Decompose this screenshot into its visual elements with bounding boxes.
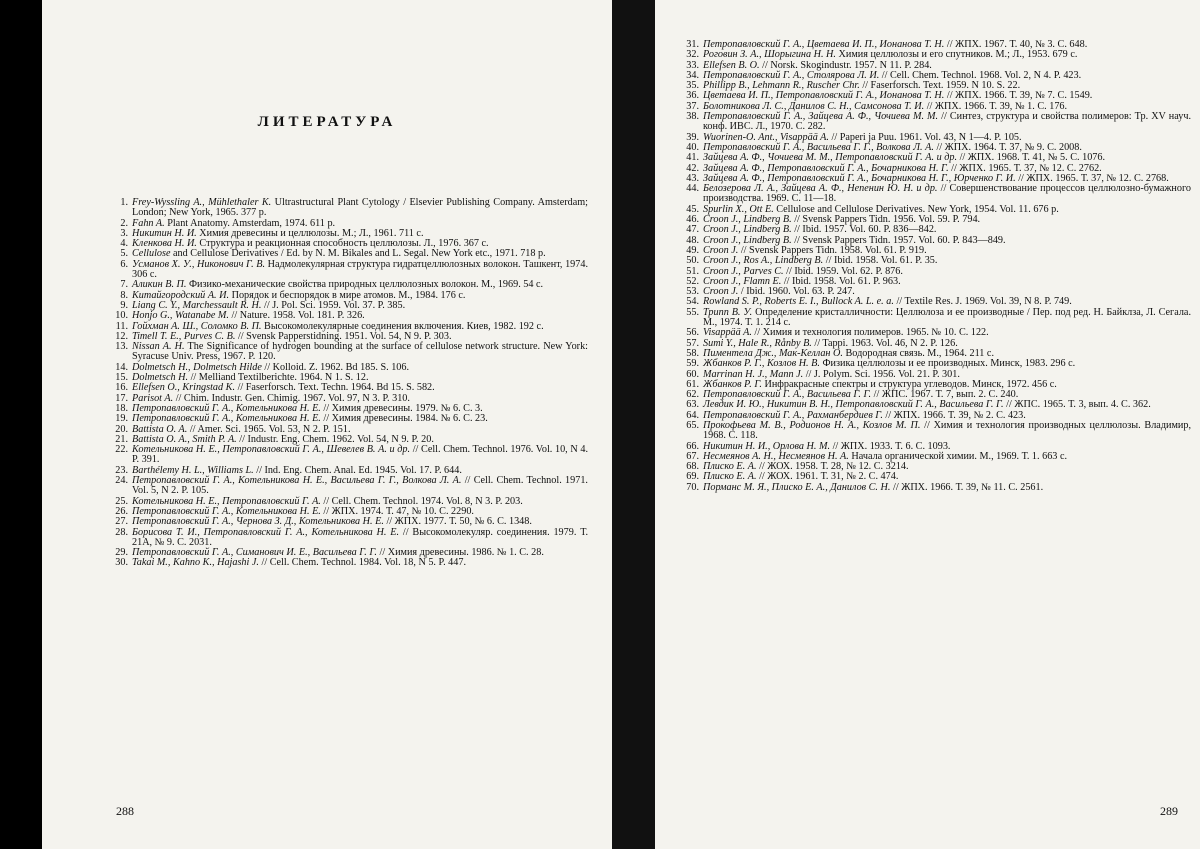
reference-number: 40. — [686, 141, 699, 153]
reference-number: 41. — [686, 152, 699, 164]
reference-authors: Китайгородский А. И. — [132, 289, 230, 301]
reference-text: // Cell. Chem. Technol. 1976. Vol. 10, N 4. P. 391. — [132, 444, 589, 466]
reference-authors: Takai M., Kahno K., Hajashi J. — [132, 557, 259, 569]
reference-number: 28. — [115, 526, 128, 538]
reference-text: Инфракрасные спектры и структура углеводов. Минск, 1972. 456 с. — [761, 378, 1057, 390]
reference-authors: Аликин В. П. — [132, 279, 187, 291]
reference-text: // Cell. Chem. Technol. 1968. Vol. 2, N 4. P. 423. — [879, 69, 1082, 81]
reference-number: 25. — [115, 495, 128, 507]
reference-authors: Белозерова Л. А., Зайцева А. Ф., Непенин Ю. Н. и др. — [703, 183, 938, 195]
reference-number: 22. — [115, 444, 128, 456]
reference-text: // Химия древесины. 1984. № 6. С. 23. — [320, 413, 488, 425]
reference-text: // Cell. Chem. Technol. 1971. Vol. 5, N 2. P. 105. — [132, 475, 588, 497]
reference-number: 36. — [686, 90, 699, 102]
reference-authors: Зайцева А. Ф., Петропавловский Г. А., Бочарникова Н. Г. — [703, 162, 949, 174]
reference-item — [110, 528, 588, 549]
reference-text: // ЖПХ. 1964. Т. 37, № 9. С. 2008. — [933, 141, 1082, 153]
reference-authors: Sumi Y., Hale R., Rånby B. — [703, 337, 812, 349]
reference-text: Физика целлюлозы и ее производных. Минск, 1983. 296 с. — [819, 358, 1076, 370]
reference-text: // Ibid. 1957. Vol. 60. P. 836—842. — [791, 224, 937, 236]
reference-authors: Роговин З. А., Шорыгина Н. Н. — [703, 49, 836, 61]
reference-authors: Croon J., Lindberg B. — [703, 234, 792, 246]
reference-authors: Петропавловский Г. А., Столярова Л. И. — [703, 69, 880, 81]
reference-text: Химия целлюлозы и его спутников. М.; Л., 1953. 679 с. — [835, 49, 1078, 61]
reference-text: // Svensk Pappers Tidn. 1958. Vol. 61. P. 919. — [738, 244, 927, 256]
reference-authors: Croon J., Ros A., Lindberg B. — [703, 255, 824, 267]
reference-number: 13. — [115, 341, 128, 353]
reference-text: // Paperi ja Puu. 1961. Vol. 43, N 1—4. P. 105. — [828, 131, 1022, 143]
reference-authors: Петропавловский Г. А., Васильева Г. Г. — [703, 389, 872, 401]
reference-text: Cellulose and Cellulose Derivatives. New York, 1954. Vol. 11. 676 p. — [773, 203, 1059, 215]
reference-item — [681, 421, 1191, 442]
reference-authors: Frey-Wyssling A., Mühlethaler K. — [132, 197, 272, 208]
reference-text: Высокомолекулярные соединения включения. Киев, 1982. 192 с. — [261, 320, 544, 332]
reference-number: 5. — [120, 248, 128, 260]
reference-number: 26. — [115, 505, 128, 517]
right-page — [655, 0, 1200, 849]
reference-text: // ЖПХ. 1966. Т. 39, № 11. С. 2561. — [890, 481, 1044, 493]
reference-authors: Croon J., Lindberg B. — [703, 214, 792, 226]
reference-text: // ЖОХ. 1958. Т. 28, № 12. С. 3214. — [756, 461, 909, 473]
reference-authors: Spurlin X., Ott E. — [703, 203, 774, 215]
reference-authors: Ellefsen B. O. — [703, 59, 760, 71]
reference-number: 6. — [120, 258, 128, 270]
page-number: 289 — [1160, 804, 1178, 818]
reference-number: 31. — [686, 39, 699, 50]
reference-number: 61. — [686, 378, 699, 390]
reference-authors: Пиментела Дж., Мак-Келлан О. — [703, 347, 843, 359]
reference-item — [681, 184, 1191, 205]
reference-authors: Петропавловский Г. А., Зайцева А. Ф., Чочиева М. М. — [703, 111, 939, 123]
reference-text: // Ibid. 1958. Vol. 61. P. 963. — [781, 275, 901, 287]
reference-number: 69. — [686, 471, 699, 483]
reference-authors: Barthélemy H. L., Williams L. — [132, 464, 254, 476]
reference-text: Химия древесины и целлюлозы. М.; Л., 1961. 711 с. — [196, 227, 424, 239]
reference-authors: Timell T. E., Purves C. B. — [132, 330, 236, 342]
reference-text: // Nature. 1958. Vol. 181. P. 326. — [228, 310, 365, 322]
reference-text: // ЖОХ. 1961. Т. 31, № 2. С. 474. — [756, 471, 899, 483]
book-spine — [612, 0, 655, 849]
reference-number: 37. — [686, 100, 699, 112]
reference-authors: Петропавловский Г. А., Котельникова Н. Е. — [132, 402, 321, 414]
reference-number: 48. — [686, 234, 699, 246]
reference-authors: Visappää A. — [703, 327, 752, 339]
reference-text: // Amer. Sci. 1965. Vol. 53, N 2. P. 151. — [187, 423, 351, 435]
reference-text: // Svensk Pappers Tidn. 1957. Vol. 60. P. 843—849. — [791, 234, 1006, 246]
reference-text: // Faserforsch. Text. Techn. 1964. Bd 15. S. 582. — [235, 382, 435, 394]
reference-number: 9. — [120, 299, 128, 311]
reference-number: 1. — [120, 197, 128, 208]
reference-number: 34. — [686, 69, 699, 81]
reference-number: 66. — [686, 440, 699, 452]
reference-text: // Ibid. 1959. Vol. 62. P. 876. — [783, 265, 903, 277]
reference-text: // ЖПХ. 1965. Т. 37, № 12. С. 2768. — [1015, 172, 1169, 184]
reference-text: // Синтез, структура и свойства полимеров: Тр. XV науч. конф. ИВС. Л., 1970. С. 282. — [703, 111, 1192, 133]
reference-authors: Honjo G., Watanabe M. — [132, 310, 229, 322]
reference-text: and Cellulose Derivatives / Ed. by N. M. Bikales and L. Segal. New York etc., 1971. 718 p. — [170, 248, 546, 260]
reference-text: // Cell. Chem. Technol. 1974. Vol. 8, N 3. P. 203. — [320, 495, 523, 507]
reference-number: 62. — [686, 389, 699, 401]
reference-text: The Significance of hydrogen bounding at the surface of cellulose network structure. New York: Syracuse Univ. Press, 1967. P. 120. — [132, 341, 588, 363]
reference-text: // Ind. Eng. Chem. Anal. Ed. 1945. Vol. 17. P. 644. — [253, 464, 462, 476]
reference-text: // Химия и технология полимеров. 1965. № 10. С. 122. — [751, 327, 989, 339]
reference-text: Начала органической химии. М., 1969. Т. 1. 663 с. — [848, 450, 1068, 462]
reference-list — [110, 198, 588, 569]
reference-authors: Battista O. A., Smith P. A. — [132, 433, 237, 445]
reference-text: // ЖПХ. 1965. Т. 37, № 12. С. 2762. — [948, 162, 1102, 174]
reference-number: 49. — [686, 244, 699, 256]
reference-number: 56. — [686, 327, 699, 339]
reference-number: 24. — [115, 475, 128, 487]
reference-authors: Parisot A. — [132, 392, 174, 404]
reference-text: // Svensk Pappers Tidn. 1956. Vol. 59. P. 794. — [791, 214, 981, 226]
reference-authors: Fahn A. — [132, 217, 165, 229]
reference-number: 33. — [686, 59, 699, 71]
page-title: ЛИТЕРАТУРА — [257, 114, 397, 130]
reference-item — [110, 198, 588, 219]
reference-authors: Cellulose — [132, 248, 171, 260]
reference-authors: Зайцева А. Ф., Чочиева М. М., Петропавловский Г. А. и др. — [703, 152, 958, 164]
reference-text: // ЖПХ. 1966. Т. 39, № 7. С. 1549. — [944, 90, 1093, 102]
reference-number: 14. — [115, 361, 128, 373]
reference-item — [110, 445, 588, 466]
reference-authors: Петропавловский Г. А., Чернова З. Д., Котельникова Н. Е. — [132, 516, 384, 528]
reference-number: 32. — [686, 49, 699, 61]
reference-text: Порядок и беспорядок в мире атомов. М., 1984. 176 с. — [229, 289, 466, 301]
reference-number: 53. — [686, 286, 699, 298]
reference-number: 12. — [115, 330, 128, 342]
reference-authors: Котельникова Н. Е., Петропавловский Г. А. — [132, 495, 321, 507]
reference-number: 51. — [686, 265, 699, 277]
reference-number: 64. — [686, 409, 699, 421]
reference-text: // J. Pol. Sci. 1959. Vol. 37. P. 385. — [261, 299, 406, 311]
reference-number: 7. — [120, 279, 128, 291]
reference-number: 18. — [115, 402, 128, 414]
reference-text: // Norsk. Skogindustr. 1957. N 11. P. 284. — [759, 59, 932, 71]
reference-text: Plant Anatomy. Amsterdam, 1974. 611 p. — [164, 217, 336, 229]
reference-text: // ЖПХ. 1933. Т. 6. С. 1093. — [830, 440, 951, 452]
reference-authors: Петропавловский Г. А., Васильева Г. Г., Волкова Л. А. — [703, 141, 934, 153]
reference-authors: Phillipp B., Lehmann R., Ruscher Chr. — [703, 80, 860, 92]
reference-authors: Котельникова Н. Е., Петропавловский Г. А., Шевелев В. А. и др. — [132, 444, 411, 456]
reference-item — [681, 483, 1191, 493]
reference-item — [681, 308, 1191, 329]
reference-number: 46. — [686, 214, 699, 226]
reference-text: // ЖПХ. 1974. Т. 47, № 10. С. 2290. — [320, 505, 474, 517]
reference-text: // Textile Res. J. 1969. Vol. 39, N 8. P. 749. — [893, 296, 1072, 308]
reference-text: // ЖПХ. 1966. Т. 39, № 2. С. 423. — [882, 409, 1026, 421]
reference-authors: Петропавловский Г. А., Рахманбердиев Г. — [703, 409, 883, 421]
reference-number: 11. — [115, 320, 128, 332]
reference-list — [681, 40, 1191, 493]
reference-number: 15. — [115, 372, 128, 384]
reference-authors: Никитин Н. И. — [132, 227, 197, 239]
reference-number: 47. — [686, 224, 699, 236]
reference-number: 65. — [686, 419, 699, 431]
reference-text: // Chim. Industr. Gen. Chimig. 1967. Vol. 97, N 3. P. 310. — [173, 392, 410, 404]
reference-number: 19. — [115, 413, 128, 425]
reference-authors: Rowland S. P., Roberts E. I., Bullock A. L. e. a. — [703, 296, 894, 308]
reference-text: Ultrastructural Plant Cytology / Elsevier Publishing Company. Amsterdam; London; New York, 1965. 377 p. — [132, 197, 588, 219]
reference-text: // ЖПС. 1965. Т. 3, вып. 4. С. 362. — [1003, 399, 1151, 411]
reference-text: Физико-механические свойства природных целлюлозных волокон. М., 1969. 54 с. — [186, 279, 544, 291]
reference-authors: Плиско Е. А. — [703, 461, 757, 473]
reference-number: 3. — [120, 227, 128, 239]
reference-number: 50. — [686, 255, 699, 267]
reference-number: 58. — [686, 347, 699, 359]
reference-number: 17. — [115, 392, 128, 404]
reference-authors: Усманов Х. У., Никонович Г. В. — [132, 258, 265, 270]
reference-authors: Плиско Е. А. — [703, 471, 757, 483]
reference-number: 43. — [686, 172, 699, 184]
reference-text: // ЖПХ. 1968. Т. 41, № 5. С. 1076. — [957, 152, 1106, 164]
reference-authors: Левдик И. Ю., Никитин В. Н., Петропавловский Г. А., Васильева Г. Г. — [703, 399, 1004, 411]
reference-number: 23. — [115, 464, 128, 476]
reference-authors: Ellefsen O., Kringstad K. — [132, 382, 236, 394]
reference-authors: Болотникова Л. С., Данилов С. Н., Самсонова Т. И. — [703, 100, 925, 112]
reference-text: // Kolloid. Z. 1962. Bd 185. S. 106. — [261, 361, 410, 373]
reference-authors: Croon J., Parves C. — [703, 265, 784, 277]
reference-authors: Croon J., Lindberg B. — [703, 224, 792, 236]
reference-text: // Svensk Papperstidning. 1951. Vol. 54, N 9. P. 303. — [235, 330, 452, 342]
reference-number: 4. — [120, 238, 128, 250]
reference-number: 60. — [686, 368, 699, 380]
reference-number: 20. — [115, 423, 128, 435]
reference-text: // ЖПХ. 1967. Т. 40, № 3. С. 648. — [944, 39, 1088, 50]
reference-item — [110, 342, 588, 363]
reference-text: // Химия и технология производных целлюлозы. Владимир, 1968. С. 118. — [703, 419, 1191, 442]
reference-text: // Industr. Eng. Chem. 1962. Vol. 54, N 9. P. 20. — [236, 433, 434, 445]
reference-number: 27. — [115, 516, 128, 528]
reference-authors: Battista O. A. — [132, 423, 188, 435]
reference-number: 10. — [115, 310, 128, 322]
reference-authors: Никитин Н. И., Орлова Н. М. — [703, 440, 831, 452]
reference-authors: Петропавловский Г. А., Симанович И. Е., Васильева Г. Г. — [132, 547, 377, 559]
reference-text: Водородная связь. М., 1964. 211 с. — [842, 347, 994, 359]
reference-authors: Nissan A. H. — [132, 341, 185, 353]
left-page — [42, 0, 612, 849]
reference-text: // Tappi. 1963. Vol. 46, N 2. P. 126. — [811, 337, 958, 349]
reference-number: 21. — [115, 433, 128, 445]
reference-text: // ЖПХ. 1977. Т. 50, № 6. С. 1348. — [383, 516, 532, 528]
reference-authors: Зайцева А. Ф., Петропавловский Г. А., Бочарникова Н. Г., Юрченко Г. И. — [703, 172, 1016, 184]
reference-number: 8. — [120, 289, 128, 301]
reference-text: // J. Polym. Sci. 1956. Vol. 21. P. 301. — [803, 368, 960, 380]
reference-authors: Dolmetsch H., Dolmetsch Hilde — [132, 361, 262, 373]
reference-text: Структура и реакционная способность целлюлозы. Л., 1976. 367 с. — [196, 238, 489, 250]
reference-item — [681, 112, 1191, 133]
reference-number: 35. — [686, 80, 699, 92]
reference-authors: Петропавловский Г. А., Котельникова Н. Е. — [132, 505, 321, 517]
reference-authors: Croon J. — [703, 286, 739, 298]
reference-authors: Wuorinen-O. Ant., Visappää A. — [703, 131, 829, 143]
reference-authors: Жбанков Р. Г., Козлов Н. В. — [703, 358, 820, 370]
reference-authors: Жбанков Р. Г. — [703, 378, 762, 390]
reference-number: 39. — [686, 131, 699, 143]
reference-number: 2. — [120, 217, 128, 229]
reference-number: 70. — [686, 481, 699, 493]
reference-authors: Гойхман А. Ш., Соломко В. П. — [132, 320, 262, 332]
reference-authors: Петропавловский Г. А., Котельникова Н. Е. — [132, 413, 321, 425]
reference-authors: Несмеянов А. Н., Несмеянов Н. А. — [703, 450, 849, 462]
reference-authors: Трипп В. У. — [703, 306, 753, 318]
reference-authors: Кленкова Н. И. — [132, 238, 197, 250]
reference-number: 29. — [115, 547, 128, 559]
reference-number: 67. — [686, 450, 699, 462]
reference-authors: Dolmetsch H. — [132, 372, 189, 384]
reference-item — [110, 476, 588, 497]
reference-number: 38. — [686, 111, 699, 123]
reference-item — [110, 260, 588, 281]
reference-number: 44. — [686, 183, 699, 195]
reference-authors: Петропавловский Г. А., Котельникова Н. Е., Васильева Г. Г., Волкова Л. А. — [132, 475, 462, 487]
reference-number: 55. — [686, 306, 699, 318]
reference-text: // ЖПС. 1967. Т. 7, вып. 2. С. 240. — [871, 389, 1019, 401]
reference-number: 16. — [115, 382, 128, 394]
page-number: 288 — [116, 804, 134, 818]
reference-text: // Химия древесины. 1979. № 6. С. 3. — [320, 402, 483, 414]
reference-authors: Порманс М. Я., Плиско Е. А., Данилов С. Н. — [703, 481, 891, 493]
reference-text: // Высокомолекуляр. соединения. 1979. Т. 21А, № 9. С. 2031. — [132, 526, 588, 548]
reference-text: // Химия древесины. 1986. № 1. С. 28. — [376, 547, 544, 559]
reference-number: 59. — [686, 358, 699, 370]
reference-text: // ЖПХ. 1966. Т. 39, № 1. С. 176. — [924, 100, 1068, 112]
reference-text: // Melliand Textilberichte. 1964. N 1. S. 12. — [188, 372, 369, 384]
reference-authors: Marrinan H. J., Mann J. — [703, 368, 804, 380]
reference-number: 52. — [686, 275, 699, 287]
reference-authors: Прокофьева М. В., Родионов Н. А., Козлов М. П. — [703, 419, 921, 431]
reference-number: 42. — [686, 162, 699, 174]
reference-text: // Ibid. 1958. Vol. 61. P. 35. — [823, 255, 938, 267]
reference-authors: Петропавловский Г. А., Цветаева И. П., Ионанова Т. Н. — [703, 39, 945, 50]
reference-authors: Liang C. Y., Marchessault R. H. — [132, 299, 262, 311]
reference-text: // Cell. Chem. Technol. 1984. Vol. 18, N 5. P. 447. — [258, 557, 466, 569]
reference-number: 63. — [686, 399, 699, 411]
reference-number: 68. — [686, 461, 699, 473]
reference-number: 57. — [686, 337, 699, 349]
reference-authors: Croon J. — [703, 244, 739, 256]
reference-text: // Faserforsch. Text. 1959. N 10. S. 22. — [859, 80, 1021, 92]
reference-text: Надмолекулярная структура гидратцеллюлозных волокон. Ташкент, 1974. 306 с. — [132, 258, 588, 281]
reference-number: 30. — [115, 557, 128, 569]
reference-text: // Совершенствование процессов целлюлозно-бумажного производства. 1969. С. 11—18. — [703, 183, 1191, 205]
reference-number: 54. — [686, 296, 699, 308]
reference-text: Определение кристалличности: Целлюлоза и ее производные / Пер. под ред. Н. Байклза, Л. Сегала. М., 1974. Т. 1. 214 с. — [703, 306, 1191, 329]
reference-authors: Croon J., Flamn E. — [703, 275, 782, 287]
reference-authors: Борисова Т. И., Петропавловский Г. А., Котельникова Н. Е. — [132, 526, 400, 538]
reference-item — [110, 558, 588, 568]
reference-number: 45. — [686, 203, 699, 215]
reference-text: / Ibid. 1960. Vol. 63. P. 247. — [738, 286, 855, 298]
reference-authors: Цветаева И. П., Петропавловский Г. А., Ионанова Т. Н. — [703, 90, 945, 102]
